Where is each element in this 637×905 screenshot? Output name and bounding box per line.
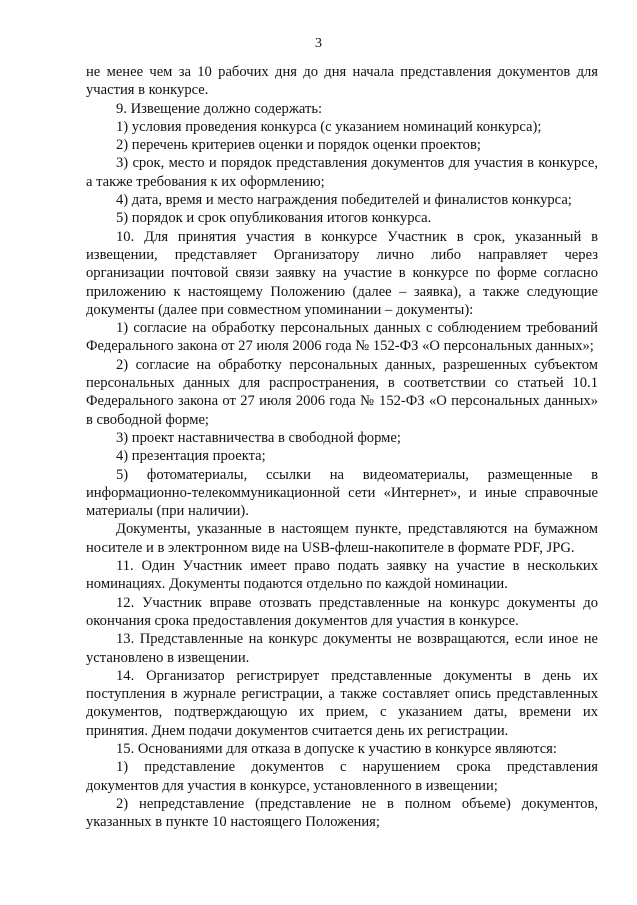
paragraph: 9. Извещение должно содержать:: [116, 100, 323, 117]
paragraph: 3) срок, место и порядок представления документов для участия в конкурсе, а также требования к их оформлению;: [86, 155, 598, 190]
paragraph: 2) непредставление (представление не в полном объеме) документов, указанных в пункте 10 настоящего Положения;: [86, 795, 598, 831]
paragraph: Документы, указанные в настоящем пункте, представляются на бумажном носителе и в электронном виде на USB-флеш-накопителе в формате PDF, JPG.: [86, 521, 598, 556]
paragraph: 2) согласие на обработку персональных данных, разрешенных субъектом персональных данных для распространения, в соответствии со статьей 10.1 Федерального закона от 27 июля 2006 года № 152-ФЗ «О персональных данных» в свободной форме;: [86, 356, 598, 428]
paragraph: 14. Организатор регистрирует представленные документы в день их поступления в журнале регистрации, а также составляет опись представленных документов, подтверждающую их прием, с указанием даты, времени их принятия. Днем подачи документов считается день их регистрации.: [86, 667, 598, 739]
paragraph: 1) условия проведения конкурса (с указанием номинаций конкурса);: [116, 118, 542, 135]
paragraph: 5) фотоматериалы, ссылки на видеоматериалы, размещенные в информационно-телекоммуникационной сети «Интернет», и иные справочные материалы (при наличии).: [86, 466, 598, 520]
paragraph: 1) согласие на обработку персональных данных с соблюдением требований Федерального закона от 27 июля 2006 года № 152-ФЗ «О персональных данных»;: [86, 320, 598, 355]
paragraph: 3) проект наставничества в свободной форме;: [116, 429, 401, 446]
paragraph: 10. Для принятия участия в конкурсе Участник в срок, указанный в извещении, представляет Организатору лично либо направляет через организации почтовой связи заявку на участие в конкурсе по форме согласно приложению к настоящему Положению (далее – заявка), а также следующие документы (далее при совместном упоминании – документы):: [86, 228, 598, 318]
paragraph: 5) порядок и срок опубликования итогов конкурса.: [116, 210, 432, 227]
paragraph: 4) презентация проекта;: [116, 448, 266, 465]
paragraph: не менее чем за 10 рабочих дня до дня начала представления документов для участия в конкурсе.: [86, 64, 598, 99]
paragraph: 1) представление документов с нарушением срока представления документов для участия в конкурсе, установленного в извещении;: [86, 759, 598, 794]
paragraph: 13. Представленные на конкурс документы не возвращаются, если иное не установлено в извещении.: [86, 631, 598, 666]
paragraph: 15. Основаниями для отказа в допуске к участию в конкурсе являются:: [116, 740, 557, 757]
paragraph: 11. Один Участник имеет право подать заявку на участие в нескольких номинациях. Документы подаются отдельно по каждой номинации.: [86, 558, 598, 593]
paragraph: 12. Участник вправе отозвать представленные на конкурс документы до окончания срока предоставления документов для участия в конкурсе.: [86, 594, 598, 629]
document-body: [86, 63, 598, 831]
page-number: 3: [315, 36, 322, 51]
paragraph: 2) перечень критериев оценки и порядок оценки проектов;: [116, 137, 481, 154]
paragraph: 4) дата, время и место награждения победителей и финалистов конкурса;: [116, 192, 572, 209]
